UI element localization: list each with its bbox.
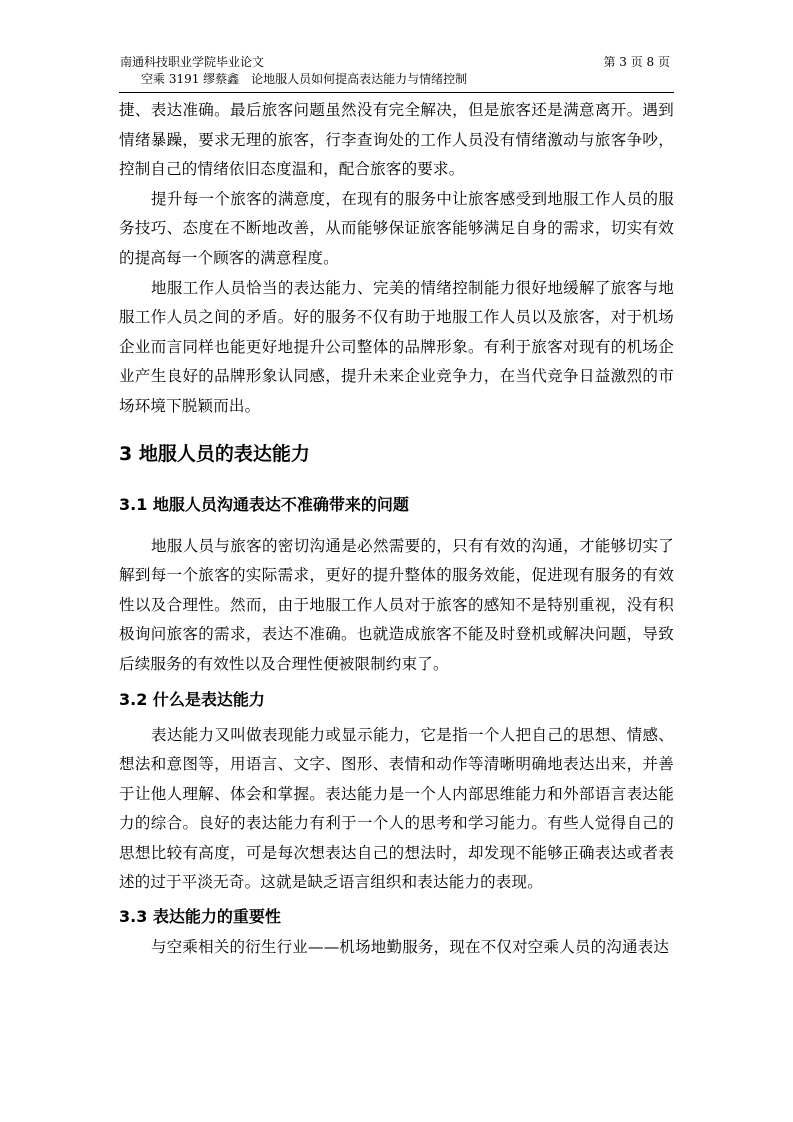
paragraph-5: 表达能力又叫做表现能力或显示能力，它是指一个人把自己的思想、情感、想法和意图等，用语言、文字、图形、表情和动作等清晰明确地表达出来，并善于让他人理解、体会和掌握。表达能力是一个人内部思维能力和外部语言表达能力的综合。良好的表达能力有利于一个人的思考和学习能力。有些人觉得自己的思想比较有高度，可是每次想表达自己的想法时，却发现不能够正确表达或者表述的过于平淡无奇。这就是缺乏语言组织和表达能力的表现。 [119,725,674,892]
section-3-3-heading: 3.3 表达能力的重要性 [119,907,281,927]
section-3-heading: 3 地服人员的表达能力 [119,442,310,465]
paragraph-2: 提升每一个旅客的满意度，在现有的服务中让旅客感受到地服工作人员的服务技巧、态度在不断地改善，从而能够保证旅客能够满足自身的需求，切实有效的提高每一个顾客的满意程度。 [119,189,674,267]
document-body [119,96,674,963]
page-header [119,52,674,93]
header-page-indicator: 第 3 页 8 页 [603,55,670,69]
paragraph-4: 地服人员与旅客的密切沟通是必然需要的，只有有效的沟通，才能够切实了解到每一个旅客的实际需求，更好的提升整体的服务效能，促进现有服务的有效性以及合理性。然而，由于地服工作人员对于旅客的感知不是特别重视，没有积极询问旅客的需求，表达不准确。也就造成旅客不能及时登机或解决问题，导致后续服务的有效性以及合理性便被限制约束了。 [119,536,674,673]
section-3-2-heading: 3.2 什么是表达能力 [119,689,265,709]
section-3-1-heading: 3.1 地服人员沟通表达不准确带来的问题 [119,494,409,514]
paragraph-6: 与空乘相关的衍生行业——机场地勤服务，现在不仅对空乘人员的沟通表达 [151,938,670,957]
paragraph-1: 捷、表达准确。最后旅客问题虽然没有完全解决，但是旅客还是满意离开。遇到情绪暴躁，要求无理的旅客，行李查询处的工作人员没有情绪激动与旅客争吵，控制自己的情绪依旧态度温和，配合旅客的要求。 [119,101,674,179]
header-school-title: 南通科技职业学院毕业论文 [120,55,265,69]
paragraph-3: 地服工作人员恰当的表达能力、完美的情绪控制能力很好地缓解了旅客与地服工作人员之间的矛盾。好的服务不仅有助于地服工作人员以及旅客，对于机场企业而言同样也能更好地提升公司整体的品牌形象。有利于旅客对现有的机场企业产生良好的品牌形象认同感，提升未来企业竞争力，在当代竞争日益激烈的市场环境下脱颖而出。 [119,278,674,415]
header-author-line: 空乘 3191 缪蔡鑫 论地服人员如何提高表达能力与情绪控制 [141,72,468,86]
